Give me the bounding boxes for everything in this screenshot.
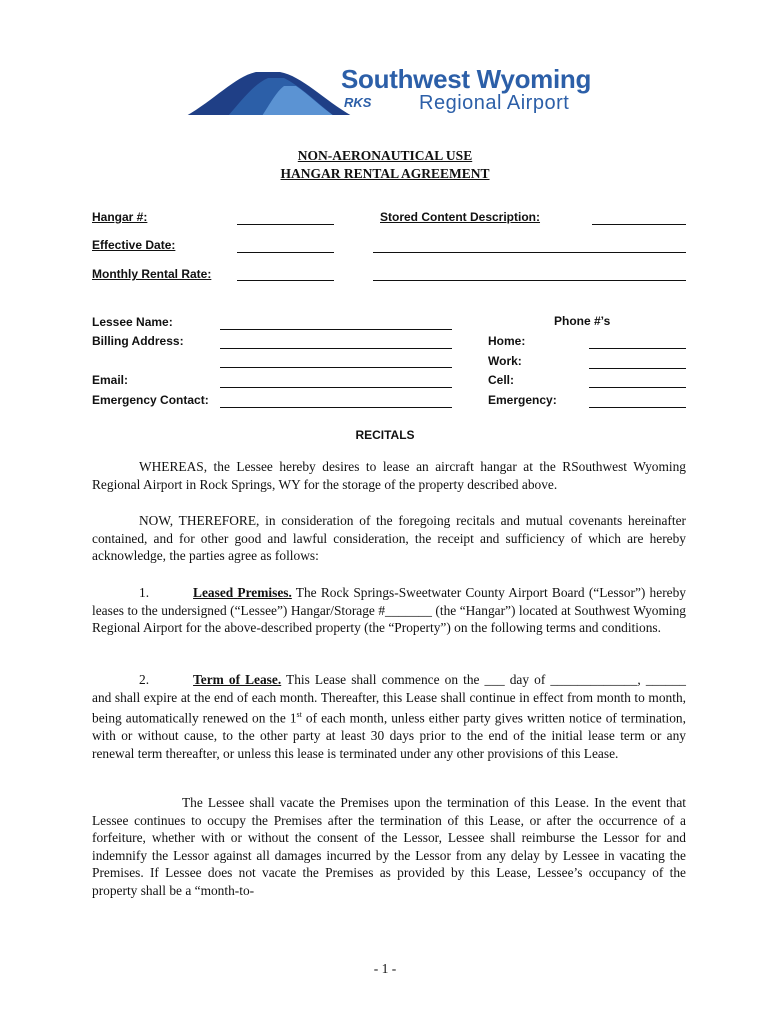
now-therefore-paragraph — [92, 512, 686, 565]
section-1-paragraph — [92, 584, 686, 637]
section-1-heading: Leased Premises. — [193, 585, 292, 600]
now-therefore-text: NOW, THEREFORE, in consideration of the foregoing recitals and mutual covenants hereinafter contained, and for other good and lawful consideration, the receipt and sufficiency of which are hereby acknowledge, the parties agree as follows: — [92, 513, 686, 564]
vacate-text: The Lessee shall vacate the Premises upon the termination of this Lease. In the event that Lessee continues to occupy the Premises after the termination of this Lease, or after the occurrence of a forfeiture, whether with or without the consent of the Lessor, Lessee shall reimburse the Lessor for and indemnify the Lessor against all damages incurred by the Lessor from any delay by Lessee in vacating the Premises. If Lessee does not vacate the Premises as provided by this Lease, Lessee’s occupancy of the property shall be a “month-to- — [92, 795, 686, 898]
airport-logo — [184, 62, 594, 122]
section-2-number: 2. — [139, 672, 150, 687]
emergency-contact-label: Emergency Contact: — [92, 393, 209, 407]
emergency-phone-label: Emergency: — [488, 393, 557, 407]
doc-title-line1: NON-AERONAUTICAL USE — [297, 148, 473, 163]
whereas-text: WHEREAS, the Lessee hereby desires to lease an aircraft hangar at the RSouthwest Wyoming Regional Airport in Rock Springs, WY for the storage of the property described above. — [92, 459, 686, 492]
logo-subtitle: Regional Airport — [419, 92, 570, 114]
doc-title-line2: HANGAR RENTAL AGREEMENT — [280, 166, 490, 181]
home-phone-label: Home: — [488, 334, 526, 348]
section-2-text-b: of each month, unless either party gives written notice of termination, with or without cause, to the other party at least 30 days prior to the end of the initial lease term or any renewal term thereafter, or unless this lease is terminated under any other provisions of this Lease. — [92, 710, 686, 761]
whereas-paragraph — [92, 458, 686, 493]
cell-phone-label: Cell: — [488, 373, 515, 387]
monthly-rate-field[interactable] — [237, 280, 334, 281]
section-2-text-a: This Lease shall commence on the ___ day of _____________, ______ and shall expire at the end of each month. Thereafter, this Lease shall continue in effect from month to month, being automatically renewed on the 1 — [92, 672, 687, 726]
effective-date-label: Effective Date: — [92, 238, 176, 252]
logo-title: Southwest Wyoming — [341, 64, 592, 94]
hangar-field[interactable] — [237, 224, 334, 225]
section-2-sup: st — [296, 710, 302, 720]
stored-content-field-2[interactable] — [373, 252, 686, 253]
email-label: Email: — [92, 373, 129, 387]
lessee-name-label: Lessee Name: — [92, 315, 173, 329]
recitals-heading: RECITALS — [355, 428, 415, 442]
emergency-contact-field[interactable] — [220, 407, 452, 408]
airport-logo-graphic — [184, 66, 354, 120]
monthly-rate-label: Monthly Rental Rate: — [92, 267, 212, 281]
stored-content-field-3[interactable] — [373, 280, 686, 281]
hangar-label: Hangar #: — [92, 210, 148, 224]
vacate-paragraph — [92, 794, 686, 900]
stored-content-field[interactable] — [592, 224, 686, 225]
logo-rks: RKS — [344, 95, 372, 110]
work-phone-label: Work: — [488, 354, 522, 368]
cell-phone-field[interactable] — [589, 387, 686, 388]
phone-header: Phone #’s — [554, 314, 611, 328]
email-field[interactable] — [220, 387, 452, 388]
work-phone-field[interactable] — [589, 368, 686, 369]
section-2-paragraph — [92, 671, 686, 762]
billing-address-field-1[interactable] — [220, 348, 452, 349]
billing-address-field-2[interactable] — [220, 367, 452, 368]
home-phone-field[interactable] — [589, 348, 686, 349]
stored-content-label: Stored Content Description: — [380, 210, 541, 224]
section-1-number: 1. — [139, 585, 150, 600]
page-number: - 1 - — [373, 961, 397, 976]
section-1-text: The Rock Springs-Sweetwater County Airport Board (“Lessor”) hereby leases to the undersigned (“Lessee”) Hangar/Storage #_______ (the “Hangar”) located at Southwest Wyoming Regional Airport for the above-described property (the “Property”) on the following terms and conditions. — [92, 585, 686, 636]
section-2-heading: Term of Lease. — [193, 672, 282, 687]
lessee-name-field[interactable] — [220, 329, 452, 330]
effective-date-field[interactable] — [237, 252, 334, 253]
emergency-phone-field[interactable] — [589, 407, 686, 408]
billing-address-label: Billing Address: — [92, 334, 184, 348]
